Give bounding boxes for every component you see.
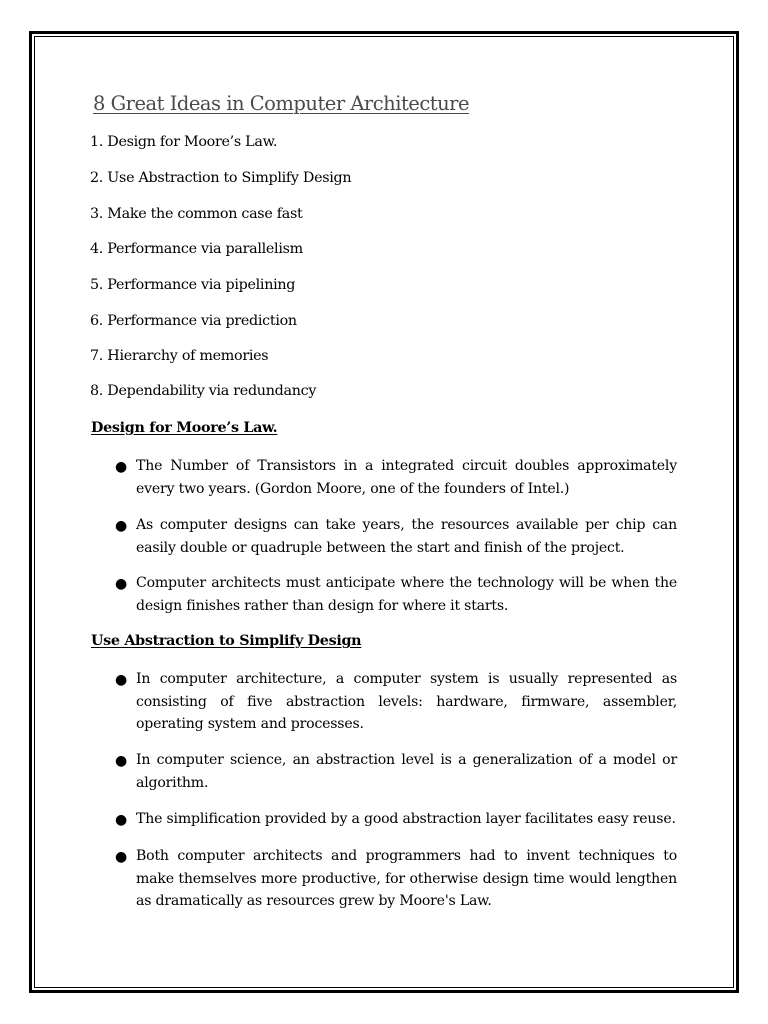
bullet-text: As computer designs can take years, the resources available per chip can easily double or quadruple between the start and finish of the project. (136, 517, 677, 556)
bullet-icon: ● (115, 812, 128, 828)
bullet-icon: ● (115, 849, 128, 865)
idea-item: 1. Design for Moore’s Law. (90, 134, 278, 150)
bullet-text: Computer architects must anticipate where the technology will be when the design finishes rather than design for where it starts. (136, 575, 677, 614)
bullet-text: In computer architecture, a computer system is usually represented as consisting of five abstraction levels: hardware, firmware, assembler, operating system and processes. (136, 671, 677, 732)
bullet-text: The simplification provided by a good abstraction layer facilitates easy reuse. (136, 811, 676, 827)
idea-item: 7. Hierarchy of memories (90, 348, 269, 364)
idea-item: 6. Performance via prediction (90, 313, 297, 329)
section-heading-moores-law: Design for Moore’s Law. (91, 420, 278, 436)
bullet-icon: ● (115, 672, 128, 688)
idea-item: 5. Performance via pipelining (90, 277, 296, 293)
idea-item: 4. Performance via parallelism (90, 241, 303, 257)
document-title: 8 Great Ideas in Computer Architecture (93, 92, 470, 115)
bullet-icon: ● (115, 518, 128, 534)
bullet-icon: ● (115, 753, 128, 769)
section-heading-abstraction: Use Abstraction to Simplify Design (91, 633, 362, 649)
bullet-icon: ● (115, 576, 128, 592)
bullet-text: Both computer architects and programmers had to invent techniques to make themselves more productive, for otherwise design time would lengthen as dramatically as resources grew by Moore's Law. (136, 848, 677, 909)
bullet-icon: ● (115, 459, 128, 475)
bullet-text: In computer science, an abstraction level is a generalization of a model or algorithm. (136, 752, 677, 791)
bullet-text: The Number of Transistors in a integrated circuit doubles approximately every two years. (Gordon Moore, one of the founders of Intel.) (136, 458, 677, 497)
idea-item: 8. Dependability via redundancy (90, 383, 317, 399)
idea-item: 3. Make the common case fast (90, 206, 303, 222)
idea-item: 2. Use Abstraction to Simplify Design (90, 170, 352, 186)
